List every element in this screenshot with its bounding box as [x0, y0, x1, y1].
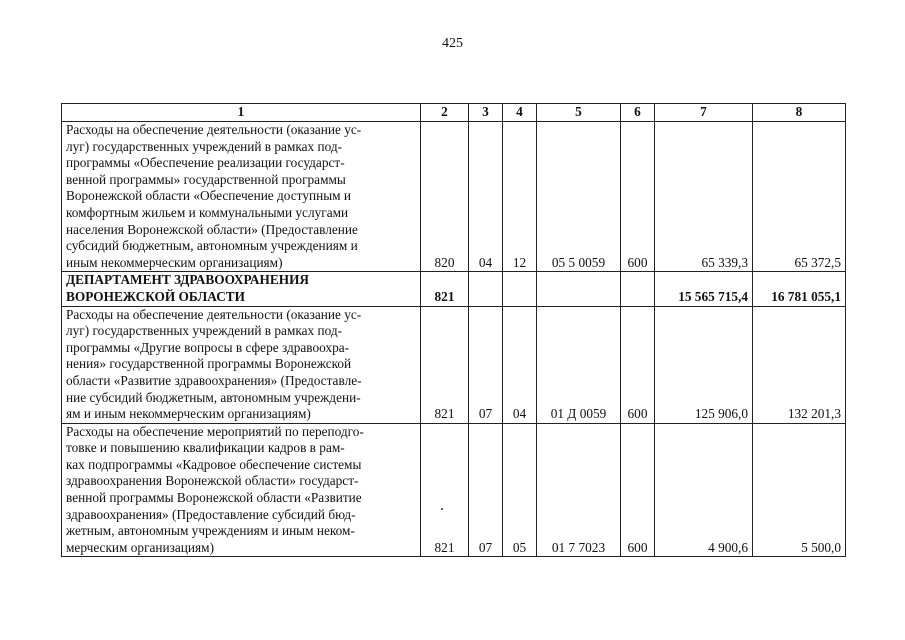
amount-cell-col7: 125 906,0	[655, 306, 753, 423]
description-line: венной программы Воронежской области «Развитие	[66, 490, 362, 506]
ministry-code-cell: 821	[421, 423, 469, 557]
row-description	[62, 272, 421, 306]
table-row	[62, 423, 846, 557]
expense-type-cell: 600	[621, 122, 655, 272]
header-cell-8: 8	[753, 104, 846, 122]
description-line: жетным, автономным учреждениям и иным неком-	[66, 523, 355, 539]
description-line: Расходы на обеспечение деятельности (оказание ус-	[66, 122, 362, 137]
expense-type-cell	[621, 272, 655, 306]
header-cell-5: 5	[537, 104, 621, 122]
amount-cell-col8: 5 500,0	[753, 423, 846, 557]
description-line: ВОРОНЕЖСКОЙ ОБЛАСТИ	[66, 288, 246, 304]
ministry-code-cell: 821	[421, 306, 469, 423]
header-cell-3: 3	[469, 104, 503, 122]
table-row	[62, 122, 846, 272]
table-row	[62, 306, 846, 423]
amount-cell-col8: 132 201,3	[753, 306, 846, 423]
description-line: здравоохранения» (Предоставление субсидий бюд-	[66, 506, 356, 522]
description-line: комфортным жильем и коммунальными услугами	[66, 204, 349, 220]
section-cell: 07	[469, 306, 503, 423]
amount-cell-col7: 4 900,6	[655, 423, 753, 557]
description-line: ям и иным некоммерческим организациям)	[66, 406, 311, 422]
target-article-cell	[537, 272, 621, 306]
description-line: мерческим организациям)	[66, 539, 214, 555]
header-cell-2: 2	[421, 104, 469, 122]
amount-cell-col8: 65 372,5	[753, 122, 846, 272]
header-cell-6: 6	[621, 104, 655, 122]
description-line: населения Воронежской области» (Предоставление	[66, 221, 358, 237]
target-article-cell: 01 Д 0059	[537, 306, 621, 423]
description-line: программы «Другие вопросы в сфере здравоохра-	[66, 339, 350, 355]
target-article-cell: 05 5 0059	[537, 122, 621, 272]
amount-cell-col7: 65 339,3	[655, 122, 753, 272]
expense-type-cell: 600	[621, 306, 655, 423]
subsection-cell: 12	[503, 122, 537, 272]
page-number: 425	[442, 36, 463, 51]
header-cell-1: 1	[62, 104, 421, 122]
description-line: области «Развитие здравоохранения» (Предоставле-	[66, 372, 362, 388]
subsection-cell	[503, 272, 537, 306]
description-line: иным некоммерческим организациям)	[66, 254, 283, 270]
description-line: луг) государственных учреждений в рамках под-	[66, 323, 343, 339]
header-row	[62, 104, 846, 122]
description-line: нения» государственной программы Воронежской	[66, 356, 352, 372]
description-line: Воронежской области «Обеспечение доступным и	[66, 188, 351, 204]
header-cell-7: 7	[655, 104, 753, 122]
row-description	[62, 306, 421, 423]
section-cell: 07	[469, 423, 503, 557]
ministry-code-cell: 820	[421, 122, 469, 272]
description-line: здравоохранения Воронежской области» государст-	[66, 473, 359, 489]
amount-cell-col8: 16 781 055,1	[753, 272, 846, 306]
amount-cell-col7: 15 565 715,4	[655, 272, 753, 306]
description-line: Расходы на обеспечение мероприятий по переподго-	[66, 423, 364, 439]
description-line: луг) государственных учреждений в рамках под-	[66, 138, 343, 154]
subsection-cell: 05	[503, 423, 537, 557]
subsection-cell: 04	[503, 306, 537, 423]
scan-speck	[441, 508, 443, 510]
description-line: программы «Обеспечение реализации государст-	[66, 155, 345, 171]
row-description	[62, 423, 421, 557]
description-line: венной программы» государственной программы	[66, 171, 346, 187]
budget-table	[61, 103, 846, 557]
description-line: Расходы на обеспечение деятельности (оказание ус-	[66, 306, 362, 322]
department-row	[62, 272, 846, 306]
header-cell-4: 4	[503, 104, 537, 122]
section-cell	[469, 272, 503, 306]
description-line: субсидий бюджетным, автономным учреждениям и	[66, 238, 358, 254]
expense-type-cell: 600	[621, 423, 655, 557]
description-line: товке и повышению квалификации кадров в рам-	[66, 440, 345, 456]
description-line: ние субсидий бюджетным, автономным учреждени-	[66, 389, 361, 405]
section-cell: 04	[469, 122, 503, 272]
row-description	[62, 122, 421, 272]
description-line: ДЕПАРТАМЕНТ ЗДРАВООХРАНЕНИЯ	[66, 272, 310, 288]
description-line: ках подпрограммы «Кадровое обеспечение системы	[66, 456, 362, 472]
ministry-code-cell: 821	[421, 272, 469, 306]
target-article-cell: 01 7 7023	[537, 423, 621, 557]
